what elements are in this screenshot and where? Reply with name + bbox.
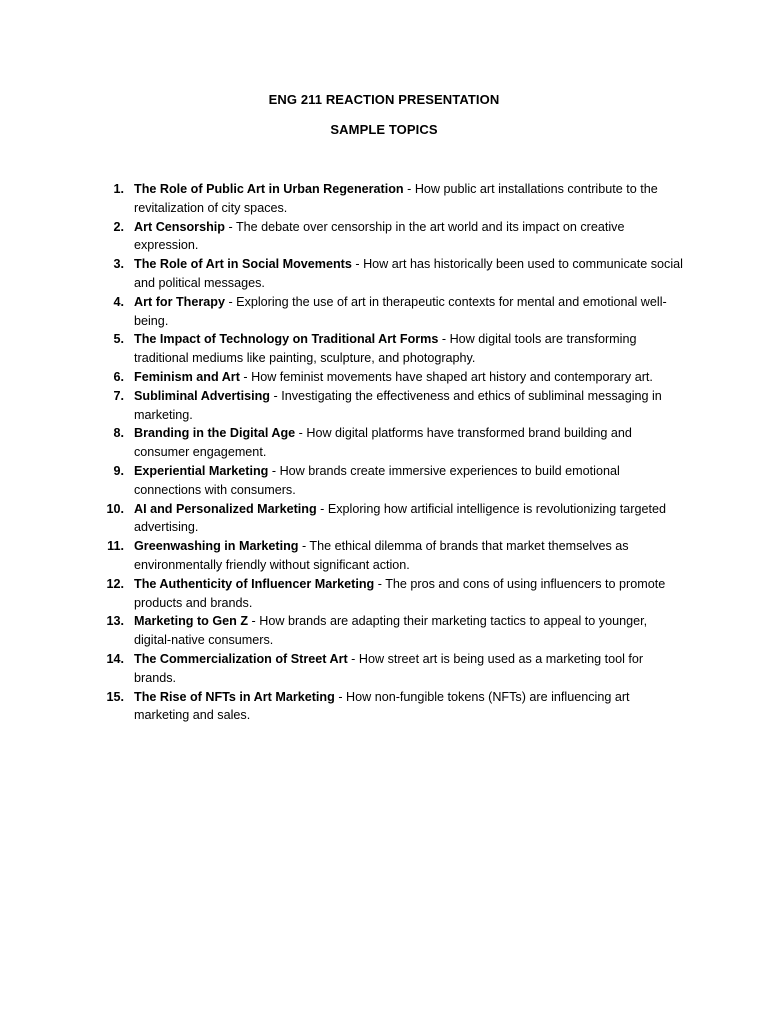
topic-description: How feminist movements have shaped art history and contemporary art. — [251, 369, 653, 384]
topic-description: How brands are adapting their marketing tactics to appeal to younger, digital-native consumers. — [134, 614, 648, 648]
topic-number: 9 . — [104, 462, 124, 481]
topic-title: The Rise of NFTs in Art Marketing — [134, 689, 335, 704]
topic-item: 12 . The Authenticity of Influencer Marketing - The pros and cons of using influencers to promote products and brands. — [104, 575, 684, 613]
topic-list — [104, 180, 684, 725]
topic-item: 4 . Art for Therapy - Exploring the use of art in therapeutic contexts for mental and emotional well-being. — [104, 293, 684, 331]
topic-description: How brands create immersive experiences to build emotional connections with consumers. — [134, 463, 620, 497]
topic-item: 3 . The Role of Art in Social Movements - How art has historically been used to communicate social and political messages. — [104, 255, 684, 293]
document-title: ENG 211 REACTION PRESENTATION — [268, 92, 500, 107]
topic-title: Experiential Marketing — [134, 463, 269, 478]
topic-title: AI and Personalized Marketing — [134, 501, 317, 516]
topic-description: How digital platforms have transformed brand building and consumer engagement. — [134, 426, 632, 460]
topic-number: 10 . — [104, 500, 124, 519]
topic-description: How digital tools are transforming traditional mediums like painting, sculpture, and photography. — [134, 332, 637, 366]
topic-number: 14 . — [104, 650, 124, 669]
topic-title: Marketing to Gen Z — [134, 614, 249, 629]
topic-title: The Role of Public Art in Urban Regeneration — [134, 182, 404, 196]
topic-number: 8 . — [104, 424, 124, 443]
topic-description: Investigating the effectiveness and ethics of subliminal messaging in marketing. — [134, 388, 662, 422]
topic-number: 11 . — [104, 537, 124, 556]
topic-item: 13 . Marketing to Gen Z - How brands are adapting their marketing tactics to appeal to younger, digital-native consumers. — [104, 612, 684, 650]
topic-title: Subliminal Advertising — [134, 388, 270, 403]
topic-title: Art Censorship — [134, 219, 225, 234]
topic-description: The pros and cons of using influencers to promote products and brands. — [134, 576, 666, 610]
topic-number: 1 . — [104, 180, 124, 199]
topic-description: How art has historically been used to communicate social and political messages. — [134, 257, 683, 290]
topic-item: 15 . The Rise of NFTs in Art Marketing - How non-fungible tokens (NFTs) are influencing art marketing and sales. — [104, 688, 684, 726]
topic-description: How public art installations contribute to the revitalization of city spaces. — [134, 182, 658, 215]
topic-number: 3 . — [104, 255, 124, 274]
topic-title: The Commercialization of Street Art — [134, 651, 348, 666]
document-subtitle: SAMPLE TOPICS — [330, 122, 438, 137]
topic-number: 13 . — [104, 612, 124, 631]
topic-title: The Authenticity of Influencer Marketing — [134, 576, 375, 591]
topic-number: 6 . — [104, 368, 124, 387]
topic-description: How street art is being used as a marketing tool for brands. — [134, 651, 644, 685]
topic-title: The Impact of Technology on Traditional Art Forms — [134, 332, 439, 347]
topic-item: 2 . Art Censorship - The debate over censorship in the art world and its impact on creative expression. — [104, 218, 684, 256]
topic-title: Greenwashing in Marketing — [134, 539, 299, 554]
topic-item: 8 . Branding in the Digital Age - How digital platforms have transformed brand building and consumer engagement. — [104, 424, 684, 462]
topic-description: How non-fungible tokens (NFTs) are influencing art marketing and sales. — [134, 689, 630, 723]
topic-number: 4 . — [104, 293, 124, 312]
topic-item: 5 . The Impact of Technology on Traditional Art Forms - How digital tools are transforming traditional mediums like painting, sculpture, and photography. — [104, 330, 684, 368]
topic-item: 7 . Subliminal Advertising - Investigating the effectiveness and ethics of subliminal messaging in marketing. — [104, 387, 684, 425]
topic-number: 2 . — [104, 218, 124, 237]
topic-title: Feminism and Art — [134, 369, 240, 384]
topic-title: Art for Therapy — [134, 294, 225, 309]
topic-number: 15 . — [104, 688, 124, 707]
topic-number: 7 . — [104, 387, 124, 406]
topic-number: 5 . — [104, 330, 124, 349]
topic-item: 14 . The Commercialization of Street Art - How street art is being used as a marketing tool for brands. — [104, 650, 684, 688]
topic-title: Branding in the Digital Age — [134, 426, 296, 441]
topic-item: 1 . The Role of Public Art in Urban Regeneration - How public art installations contribute to the revitalization of city spaces. — [104, 180, 684, 218]
topic-description: The ethical dilemma of brands that market themselves as environmentally friendly without significant action. — [134, 539, 629, 572]
topic-description: Exploring the use of art in therapeutic contexts for mental and emotional well-being. — [134, 294, 667, 328]
topic-item: 6 . Feminism and Art - How feminist movements have shaped art history and contemporary art. — [104, 368, 684, 387]
topic-number: 12 . — [104, 575, 124, 594]
topic-item: 10 . AI and Personalized Marketing - Exploring how artificial intelligence is revolutionizing targeted advertising. — [104, 500, 684, 538]
topic-item: 9 . Experiential Marketing - How brands create immersive experiences to build emotional connections with consumers. — [104, 462, 684, 500]
topic-description: The debate over censorship in the art world and its impact on creative expression. — [134, 219, 625, 253]
topic-item: 11 . Greenwashing in Marketing - The ethical dilemma of brands that market themselves as environmentally friendly without significant action. — [104, 537, 684, 575]
topic-title: The Role of Art in Social Movements — [134, 257, 352, 272]
topic-description: Exploring how artificial intelligence is revolutionizing targeted advertising. — [134, 501, 666, 535]
